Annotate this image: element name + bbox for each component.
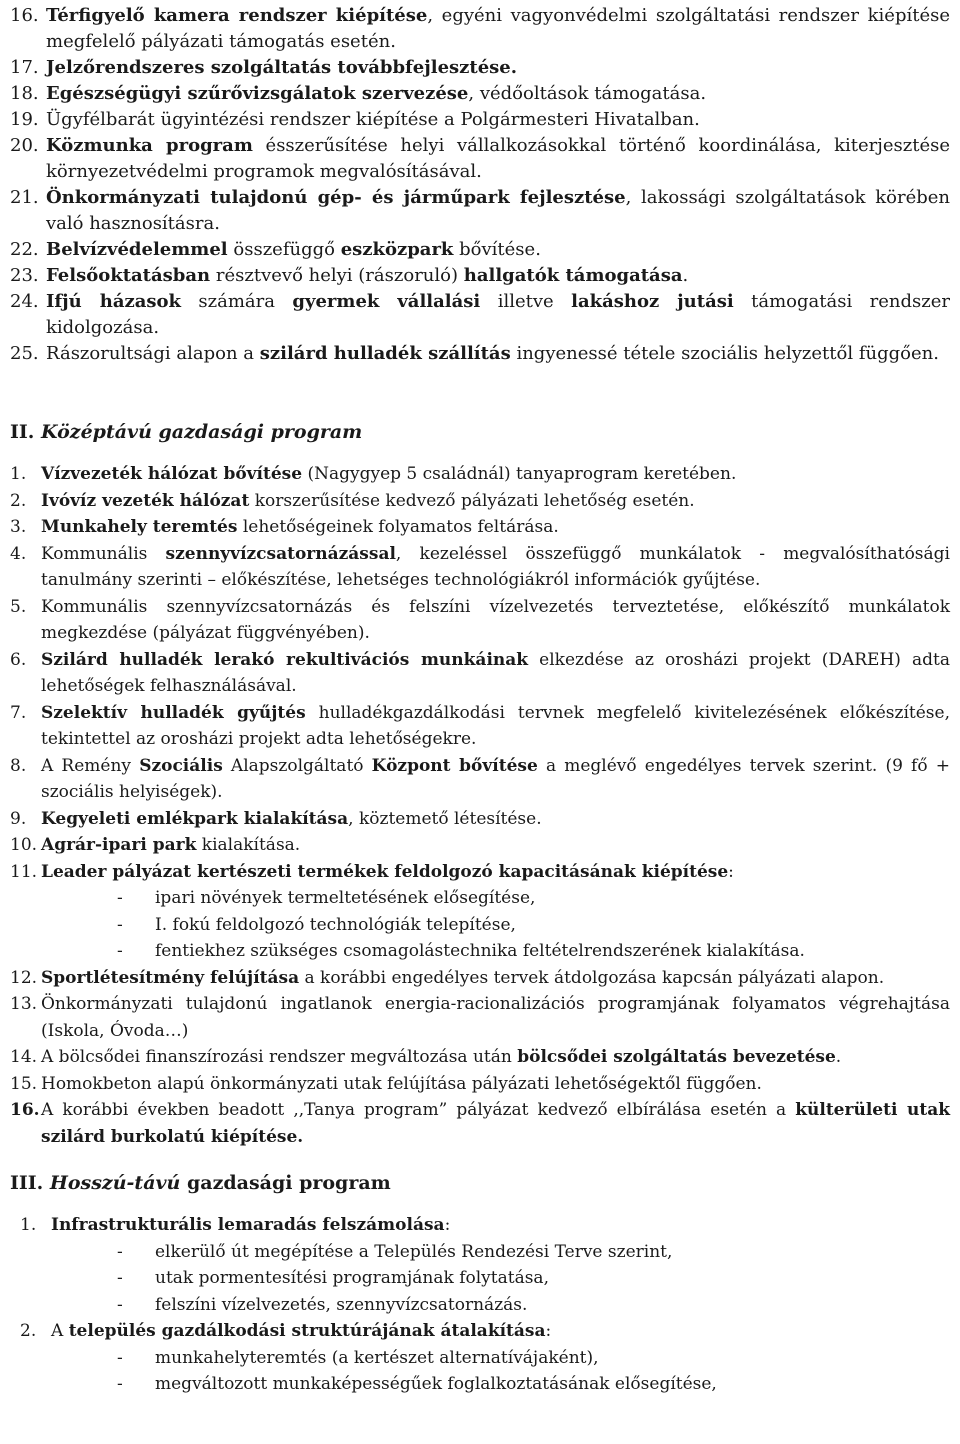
- list-item: [10, 237, 950, 263]
- bold-segment: Közmunka program: [46, 135, 253, 156]
- list-item-number: 6.: [10, 649, 27, 670]
- sub-list-item: [117, 938, 950, 965]
- list-item: [10, 185, 950, 237]
- list-item-text: [41, 1071, 950, 1098]
- list-item: [10, 832, 950, 859]
- list-item-number: 16.: [10, 1100, 40, 1120]
- text-segment: összefüggő: [227, 239, 341, 260]
- list-item: [10, 514, 950, 541]
- text-segment: Ügyfélbarát ügyintézési rendszer kiépítése a Polgármesteri Hivatalban.: [46, 109, 700, 130]
- sub-list-item-text: felszíni vízelvezetés, szennyvízcsatornázás.: [155, 1294, 528, 1315]
- text-segment: .: [835, 1047, 842, 1067]
- list-item-number: 7.: [10, 702, 27, 723]
- text-segment: Önkormányzati tulajdonú ingatlanok energia-racionalizációs programjának folyamatos végrehajtása (Iskola, Óvoda…): [41, 994, 950, 1041]
- bold-segment: Szelektív hulladék gyűjtés: [41, 702, 306, 723]
- list-item-text: [51, 1212, 950, 1239]
- list-item-text: [46, 289, 950, 341]
- bold-segment: Infrastrukturális lemaradás felszámolása: [51, 1215, 445, 1235]
- text-segment: , védőoltások támogatása.: [468, 83, 707, 104]
- text-segment: A korábbi években beadott ,,Tanya program” pályázat kedvező elbírálása esetén a: [41, 1100, 796, 1120]
- list-item-number: 3.: [10, 517, 27, 537]
- bold-segment: gyermek vállalási: [292, 291, 481, 312]
- list-item-text: [41, 991, 950, 1044]
- text-segment: hulladékgazdálkodási tervnek megfelelő kivitelezésének előkészítése, tekintettel az orosházi projekt adta lehetőségekre.: [41, 702, 950, 749]
- list-item-number: 10.: [10, 835, 38, 855]
- text-segment: ésszerűsítése helyi vállalkozásokkal történő koordinálása, kiterjesztése környezetvédelmi programok megvalósításával.: [46, 135, 951, 182]
- text-segment: , kezeléssel összefüggő munkálatok - megvalósíthatósági tanulmány szerinti – előkészítése, lehetséges technológiákról információk gyűjtése.: [41, 543, 950, 590]
- dash-marker: -: [117, 888, 123, 908]
- text-segment: kialakítása.: [196, 835, 301, 855]
- list-item-number: 13.: [10, 994, 38, 1014]
- list-item-number: 2.: [20, 1321, 37, 1341]
- list-item-number: 2.: [10, 490, 27, 511]
- text-segment: korszerűsítése kedvező pályázati lehetőség esetén.: [249, 490, 695, 511]
- list-item: [10, 1097, 950, 1150]
- dash-marker: -: [117, 914, 123, 935]
- section-ii-title: Középtávú gazdasági program: [41, 421, 363, 443]
- bold-segment: Vízvezeték hálózat bővítése: [41, 464, 303, 484]
- sub-list-item-text: elkerülő út megépítése a Település Rendezési Terve szerint,: [155, 1241, 673, 1262]
- list-item-number: 25.: [10, 343, 39, 364]
- list-item-number: 1.: [20, 1215, 37, 1235]
- list-item-text: [41, 859, 950, 886]
- list-item-text: [41, 1044, 950, 1071]
- text-segment: a korábbi engedélyes tervek átdolgozása kapcsán pályázati alapon.: [299, 967, 885, 988]
- list-item: [10, 753, 950, 806]
- bold-segment: Felsőoktatásban: [46, 265, 211, 286]
- sub-list-item-text: ipari növények termeltetésének elősegítése,: [155, 888, 536, 908]
- list-item-number: 4.: [10, 543, 27, 564]
- text-segment: Alapszolgáltató: [222, 755, 372, 776]
- list-item: [10, 859, 950, 886]
- dash-marker: -: [117, 1347, 123, 1368]
- bold-segment: lakáshoz jutási: [571, 291, 734, 312]
- list-item-number: 14.: [10, 1047, 38, 1067]
- list-item-text: [46, 237, 950, 263]
- list-item: [10, 107, 950, 133]
- list-item-text: [46, 341, 950, 367]
- bold-segment: Agrár-ipari park: [41, 835, 197, 855]
- sub-list-item: [117, 885, 950, 912]
- bold-segment: Egészségügyi szűrővizsgálatok szervezése: [46, 83, 469, 104]
- list-item-text: [41, 832, 950, 859]
- bold-segment: szilárd hulladék szállítás: [259, 343, 511, 364]
- sub-list-item-text: fentiekhez szükséges csomagolástechnika feltételrendszerének kialakítása.: [155, 941, 805, 961]
- list-item: [10, 263, 950, 289]
- bold-segment: Kegyeleti emlékpark kialakítása: [41, 808, 349, 829]
- list-item-text: [41, 700, 950, 753]
- bold-segment: Ivóvíz vezeték hálózat: [41, 490, 250, 511]
- list-item-text: [46, 3, 950, 55]
- list-item: [10, 700, 950, 753]
- sub-list-item: [117, 1265, 950, 1292]
- bold-segment: Belvízvédelemmel: [46, 239, 228, 260]
- bold-segment: település gazdálkodási struktúrájának átalakítása: [68, 1321, 546, 1341]
- list-item: [10, 806, 950, 833]
- bold-segment: szennyvízcsatornázással: [165, 543, 396, 564]
- sub-list-item-text: utak pormentesítési programjának folytatása,: [155, 1268, 549, 1288]
- section-iii-title-rest: gazdasági program: [180, 1172, 391, 1194]
- bold-segment: Szilárd hulladék lerakó rekultivációs munkáinak: [41, 649, 529, 670]
- bold-segment: Központ bővítése: [371, 755, 538, 776]
- list-item-number: 8.: [10, 755, 27, 776]
- list-item-text: [41, 594, 950, 647]
- sub-list-item: [117, 912, 950, 939]
- list-item-number: 11.: [10, 861, 38, 882]
- text-segment: .: [682, 265, 689, 286]
- list-item-number: 22.: [10, 239, 39, 260]
- list-item-text: [41, 806, 950, 833]
- sub-list-item: [117, 1239, 950, 1266]
- list-item-number: 17.: [10, 57, 39, 78]
- text-segment: A Remény: [41, 755, 140, 776]
- list-local-services: [10, 3, 950, 367]
- list-item-text: [41, 1097, 950, 1150]
- text-segment: illetve: [480, 291, 572, 312]
- text-segment: lehetőségeinek folyamatos feltárása.: [237, 517, 559, 537]
- list-item-text: [41, 965, 950, 992]
- sub-list-item: [117, 1371, 950, 1398]
- text-segment: Kommunális szennyvízcsatornázás és felszíni vízelvezetés terveztetése, előkészítő munkálatok megkezdése (pályázat függvényében).: [41, 596, 950, 643]
- list-item-text: [41, 753, 950, 806]
- text-segment: A: [51, 1321, 69, 1341]
- list-item-number: 21.: [10, 187, 39, 208]
- list-item-number: 16.: [10, 5, 39, 26]
- list-item-text: [46, 55, 950, 81]
- list-item-text: [41, 647, 950, 700]
- list-item: [10, 3, 950, 55]
- list-item: [10, 1212, 950, 1239]
- bold-segment: eszközpark: [340, 239, 454, 260]
- text-segment: Rászorultsági alapon a: [46, 343, 260, 364]
- section-ii-number: II.: [10, 421, 35, 443]
- list-item-number: 23.: [10, 265, 39, 286]
- bold-segment: Munkahely teremtés: [41, 517, 238, 537]
- sub-list-item: [117, 1345, 950, 1372]
- dash-marker: -: [117, 941, 123, 961]
- list-item: [10, 1318, 950, 1345]
- dash-marker: -: [117, 1268, 123, 1288]
- bold-segment: Ifjú házasok: [46, 291, 181, 312]
- text-segment: számára: [180, 291, 293, 312]
- list-longterm-program: [10, 1212, 950, 1398]
- list-item: [10, 594, 950, 647]
- list-item-text: [51, 1318, 950, 1345]
- list-item: [10, 55, 950, 81]
- dash-marker: -: [117, 1241, 123, 1262]
- text-segment: :: [545, 1321, 552, 1341]
- text-segment: Homokbeton alapú önkormányzati utak felújítása pályázati lehetőségektől függően.: [41, 1073, 762, 1094]
- sub-list-item-text: megváltozott munkaképességűek foglalkoztatásának elősegítése,: [155, 1374, 717, 1394]
- text-segment: , köztemető létesítése.: [348, 808, 542, 829]
- dash-marker: -: [117, 1294, 123, 1315]
- dash-marker: -: [117, 1374, 123, 1394]
- bold-segment: Jelzőrendszeres szolgáltatás továbbfejlesztése.: [46, 57, 518, 78]
- list-midterm-program: [10, 461, 950, 1150]
- list-item: [10, 1071, 950, 1098]
- list-item-number: 9.: [10, 808, 27, 829]
- list-item-number: 19.: [10, 109, 39, 130]
- list-item-text: [46, 107, 950, 133]
- list-item-number: 24.: [10, 291, 39, 312]
- list-item-number: 5.: [10, 596, 27, 617]
- text-segment: a meglévő engedélyes tervek szerint. (9 fő + szociális helyiségek).: [41, 755, 950, 802]
- sub-list-item-text: I. fokú feldolgozó technológiák telepítése,: [155, 914, 516, 935]
- list-item: [10, 461, 950, 488]
- list-item-text: [46, 185, 950, 237]
- list-item: [10, 991, 950, 1044]
- bold-segment: Szociális: [139, 755, 223, 776]
- bold-segment: Térfigyelő kamera rendszer kiépítése: [46, 5, 428, 26]
- text-segment: támogatási rendszer kidolgozása.: [46, 291, 950, 338]
- section-ii-heading: [10, 419, 950, 445]
- bold-segment: Önkormányzati tulajdonú gép- és járműpark fejlesztése: [46, 187, 626, 208]
- text-segment: Kommunális: [41, 543, 166, 564]
- list-item-number: 15.: [10, 1073, 38, 1094]
- list-item: [10, 965, 950, 992]
- list-item-text: [46, 81, 950, 107]
- list-item: [10, 289, 950, 341]
- section-iii-number: III.: [10, 1172, 44, 1194]
- sub-list-item: [117, 1292, 950, 1319]
- text-segment: :: [728, 861, 734, 882]
- list-item-text: [41, 541, 950, 594]
- text-segment: A bölcsődei finanszírozási rendszer megváltozása után: [41, 1047, 518, 1067]
- sub-list-item-text: munkahelyteremtés (a kertészet alternatívájaként),: [155, 1347, 599, 1368]
- list-item: [10, 133, 950, 185]
- list-item: [10, 541, 950, 594]
- list-item-text: [41, 514, 950, 541]
- list-item-text: [46, 133, 950, 185]
- text-segment: :: [444, 1215, 451, 1235]
- list-item-text: [41, 461, 950, 488]
- bold-segment: hallgatók támogatása: [463, 265, 683, 286]
- text-segment: résztvevő helyi (rászoruló): [210, 265, 464, 286]
- list-item: [10, 647, 950, 700]
- list-item: [10, 1044, 950, 1071]
- text-segment: ingyenessé tétele szociális helyzettől függően.: [510, 343, 939, 364]
- text-segment: (Nagygyep 5 családnál) tanyaprogram keretében.: [302, 464, 737, 484]
- list-item-number: 20.: [10, 135, 39, 156]
- list-item: [10, 341, 950, 367]
- text-segment: , egyéni vagyonvédelmi szolgáltatási rendszer kiépítése megfelelő pályázati támogatás esetén.: [46, 5, 950, 52]
- text-segment: bővítése.: [453, 239, 541, 260]
- list-item: [10, 81, 950, 107]
- bold-segment: külterületi utak szilárd burkolatú kiépítése.: [41, 1100, 950, 1147]
- list-item-text: [41, 488, 950, 515]
- bold-segment: Leader pályázat kertészeti termékek feldolgozó kapacitásának kiépítése: [41, 861, 729, 882]
- list-item-number: 18.: [10, 83, 39, 104]
- list-item-number: 12.: [10, 967, 38, 988]
- list-item: [10, 488, 950, 515]
- list-item-number: 1.: [10, 464, 27, 484]
- text-segment: , lakossági szolgáltatások körében való hasznosításra.: [46, 187, 951, 234]
- bold-segment: bölcsődei szolgáltatás bevezetése: [517, 1047, 836, 1067]
- text-segment: elkezdése az orosházi projekt (DAREH) adta lehetőségek felhasználásával.: [41, 649, 950, 696]
- section-iii-title-italic: Hosszú-távú: [49, 1172, 181, 1194]
- list-item-text: [46, 263, 950, 289]
- section-iii-heading: [10, 1170, 950, 1196]
- bold-segment: Sportlétesítmény felújítása: [41, 967, 300, 988]
